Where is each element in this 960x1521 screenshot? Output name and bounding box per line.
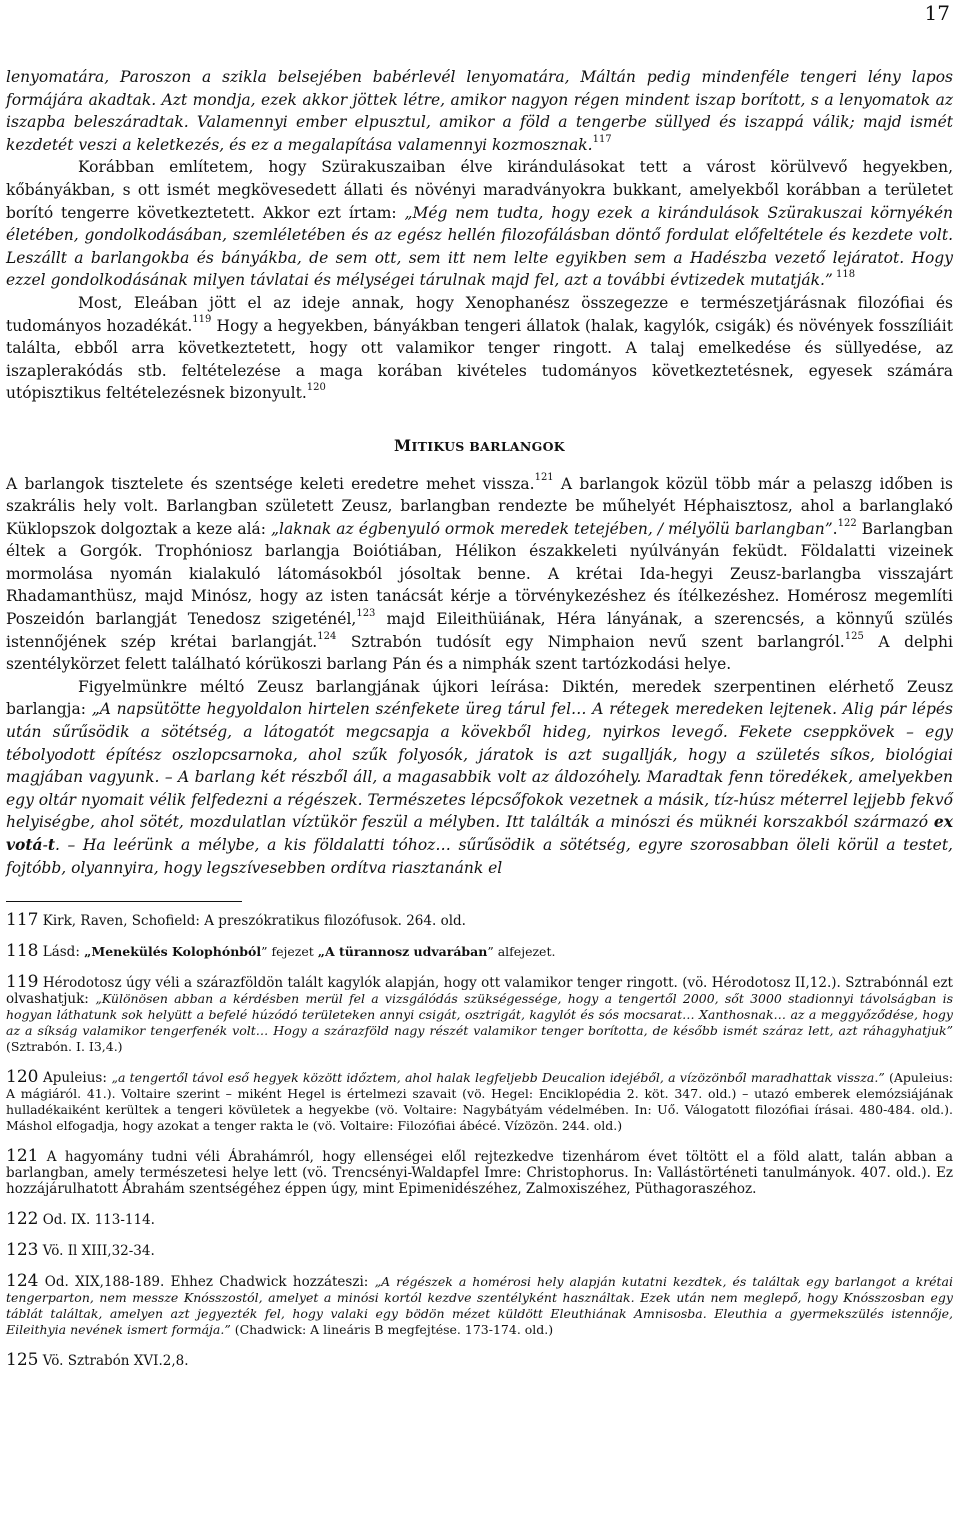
footnote-number: 124 [6,1271,39,1292]
text-run: . [832,519,838,538]
text-run: Apuleius: [38,1070,112,1087]
text-run: Lásd: [38,944,85,961]
text-run: Korábban említetem, hogy Szürakuszaiban élve kirándulásokat tett a várost körülvevő hegyekben, kőbányákban, s ott ismét megkövesedett állati és növényi maradványokra bukkant, amelyekből korábban a területet borító tengerre következtetett. Akkor ezt írtam: [6,158,953,222]
text-run: (Sztrabón. I. I3,4.) [6,1039,123,1055]
italic-text: „A régészek a homérosi hely alapján kutatni kezdtek, és találtak egy barlangot a krétai tengerparton, nem messze Knósszostól, amelyet a minósi kortól kezdve szentélyként használtak. Ezek után nem meglepő, hogy Knósszosban egy táblát találtak, amelyen azt jegyezték fel, hogy valaki egy bödön mézet küldött Eleuthiának Amnisosba. Eleuthia a gyermekszülés istennője, Eileithyia nevének ismert formája.” [6,1274,954,1338]
footnote [6,1069,953,1134]
text-run: Hogy a hegyekben, bányákban tengeri állatok (halak, kagylók, csigák) és növények fosszíliáit találta, ebből arra következtetett, hogy ott valamikor tenger ringott. A talaj emelkedése és süllyedése, az iszaplerakódás stb. feltételezése a maga korában kivételes tudományos következtetésnek, egyesek számára utópisztikus feltételezésnek bizonyult. [6,316,953,403]
footnote [6,912,953,929]
top-margin [6,0,953,66]
italic-text: „Különösen abban a kérdésben merül fel a vizsgálódás szükségessége, hogy a tengertől 2000, sőt 3000 stadionnyi távolságban is hogyan láthatunk sok helyütt a befelé húzódó területeken annyi csigát, osztrigát, kagylót és sós mocsarat… Xanthosnak… az a meggyőződése, hogy az a síkság valamikor tengerfenék volt… Hogy a szárazföld nagy részét valamikor tenger borította, de később ismét száraz lett, azt ráhagyhatjuk” [6,991,953,1039]
footnote [6,974,953,1055]
section-heading [6,405,953,473]
bold-text: „Menekülés Kolophónból [84,944,262,960]
italic-text: - [42,836,48,854]
footnote [6,1273,953,1338]
italic-text: „a tengertől távol eső hegyek között időztem, ahol halak legfeljebb Deucalion idejéből, a vízözönből maradhattak vissza.” [111,1070,885,1086]
text-run: Most, Eleában jött el az ideje annak, hogy Xenophanész összegezze e természetjárásnak filozófiai és tudományos hozadékát. [6,293,953,335]
footnote-separator [6,901,242,902]
page-number: 17 [924,1,950,25]
text-run: Kirk, Raven, Schofield: A preszókratikus filozófusok. 264. old. [38,913,466,930]
heading-initial: M [394,435,412,455]
footnote [6,1148,953,1197]
text-run: ” alfejezet. [487,944,556,960]
footnotes [6,912,953,1369]
text-run: A barlangok tisztelete és szentsége keleti eredetre mehet vissza. [6,474,535,493]
footnote [6,1211,953,1228]
text-run: Figyelmünkre méltó Zeusz barlangjának újkori leírása: Diktén, meredek szerpentinen elérhető Zeusz barlangja: [6,677,953,719]
footnote-number: 118 [6,941,39,962]
italic-text: „Még nem tudta, hogy ezek a kirándulások Szürakuszai környékén életében, gondolkodásában, szemléletében és az egész hellén filozofálásban döntő fordulat előfeltétele és kezdete volt. Leszállt a barlangokba és bányákba, de sem ott, sem itt nem lelte egyikben sem a Hadészba vezető lejáratot. Hogy ezzel gondolkodásának milyen távlatai és mélységei tárulnak majd fel, azt a további évtizedek mutatják.” [6,203,954,290]
bold-text: ex votá [6,812,953,854]
text-run: Od. IX. 113-114. [38,1212,155,1229]
footnote-ref: 122 [837,517,857,529]
paragraph [6,292,953,405]
italic-text: „A napsütötte hegyoldalon hirtelen szénfekete üreg tárul fel… A rétegek meredeken lejtenek. Alig pár lépés után sűrűsödik a sötétség, a látogatót megcsapja a kövekből hideg, nyirkos levegő. Fekete cseppkövek – egy tébolyodott építész oszlopcsarnoka, ahol szűk folyosók, járatok is azt sugallják, hogy a születés síkos, biológiai magjában vagyunk. – A barlang két részből áll, a magasabbik volt az áldozóhely. Maradtak fenn töredékek, amelyekben egy oltár nyomait vélik felfedezni a régészek. Természetes lépcsőfokok vezetnek a másik, tíz-húsz méterrel lejjebb fekvő helyiségbe, ahol sötét, mozdulatlan víztükör feszül a mélyben. Itt találták a minószi és müknéi korszakból származó [6,700,954,832]
footnote-number: 122 [6,1209,39,1230]
footnote [6,1242,953,1259]
text-run: Barlangban éltek a Gorgók. Trophóniosz barlangja Boiótiában, Hélikon északkeleti nyúlványán feküdt. Földalatti vizeinek mormolása nyomán kialakuló látomásokból jósoltak benne. A krétai Ida-hegyi Zeusz-barlangba visszajárt Rhadamanthüsz, majd Minósz, hogy az isten tanácsát kérje a törvénykezéshez és ítélkezéshez. Homérosz megemlíti Poszeidón barlangját Tenedosz szigeténél, [6,519,954,629]
text-run: Hérodotosz úgy véli a szárazföldön talált kagylók alapján, hogy ott valamikor tenger ringott. (vö. Hérodotosz II,12.). Sztrabónnál ezt olvashatjuk: [6,975,953,1008]
footnote [6,1352,953,1369]
footnote-number: 117 [6,910,39,931]
footnote-number: 123 [6,1240,39,1261]
text-run: Od. XIX,188-189. Ehhez Chadwick hozzáteszi: [38,1274,375,1291]
footnote-number: 125 [6,1350,39,1371]
italic-text: „laknak az égbenyuló ormok meredek tetejében, / mélyölü barlangban” [271,519,833,538]
footnote-ref: 124 [317,630,337,642]
text-run: A hagyomány tudni véli Ábrahámról, hogy ellenségei elől rejtezkedve tizenhárom évet töltött el a föld alatt, talán abban a barlangban, amely természetesi helye lett (vö. Trencsényi-Waldapfel Imre: Christophorus. In: Vallástörténeti tanulmányok. 407. old.). Ez hozzájárulhatott Ábrahám szentségéhez éppen úgy, mint Epimenidészéhez, Zalmoxiszéhez, Püthagoraszéhoz. [6,1149,953,1198]
paragraph [6,473,953,676]
paragraph [6,66,953,156]
bold-text: „A türannosz udvarában [317,944,488,960]
text-run: Vö. Il XIII,32-34. [38,1243,155,1260]
text-run: Sztrabón tudósít egy Nimphaion nevű szent barlangról. [336,632,845,651]
paragraph [6,156,953,292]
footnote-ref: 125 [844,630,864,642]
italic-text: . – Ha leérünk a mélybe, a kis földalatti tóhoz… sűrűsödik a sötétség, egyre szorosabban öleli körül a testet, fojtóbb, olyannyira, hogy legszívesebben ordítva riasztanánk el [6,836,953,877]
italic-text: lenyomatára, Paroszon a szikla belsejében babérlevél lenyomatára, Máltán pedig mindenféle tengeri lény lapos formájára akadtak. Azt mondja, ezek akkor jöttek létre, amikor nagyon régen mindent iszap borított, s a lenyomatok az iszapba beleszáradtak. Valamennyi ember elpusztul, amikor a föld a tengerbe süllyed és iszappá válik; majd ismét kezdetét veszi a keletkezés, és ez a megalapítása valamennyi kozmosznak. [6,68,953,154]
footnote-ref: 119 [192,314,212,326]
heading-rest: ITIKUS BARLANGOK [411,438,565,454]
text-run: A delphi szentélykörzet felett található kórükoszi barlang Pán és a nimphák szent tartózkodási helye. [6,632,953,674]
bold-text: t [47,835,55,854]
footnote-ref: 123 [356,607,376,619]
text-run: A barlangok közül több már a pelaszg időben is szakrális hely volt. Barlangban született Zeusz, barlangban rendezte be műhelyét Héphaisztosz, ahol a barlanglakó Küklopszok dolgoztak a keze alá: [6,474,954,538]
footnote [6,943,953,960]
footnote-ref: 118 [832,269,856,281]
footnote-ref: 117 [592,133,612,145]
text-run: Vö. Sztrabón XVI.2,8. [38,1353,189,1370]
footnote-number: 120 [6,1067,39,1088]
text-run: majd Eileithüiának, Héra lányának, a szerencsés, a könnyű szülés istennőjének szép krétai barlangját. [6,610,953,651]
footnote-number: 121 [6,1146,39,1167]
footnote-number: 119 [6,972,39,993]
paragraph [6,676,953,879]
footnote-ref: 120 [306,382,326,394]
footnote-ref: 121 [534,472,554,484]
text-run: (Chadwick: A lineáris B megfejtése. 173-174. old.) [230,1322,554,1338]
text-run: (Apuleius: A mágiáról. 41.). Voltaire szerint – miként Hegel is értelmezi szavait (vö. Hegel: Enciklopédia 2. köt. 347. old.) – utazó emberek elemózsiájának hulladékaiként kerültek a tengeri kövületek a hegyekbe (vö. Voltaire: Nagybátyám védelmében. In: Uő. Válogatott filozófiai írásai. 480-484. old.). Máshol elfogadja, hogy azokat a tenger rakta le (vö. Voltaire: Filozófiai ábécé. Vízözön. 244. old.) [6,1070,954,1134]
text-run: ” fejezet [261,944,318,960]
